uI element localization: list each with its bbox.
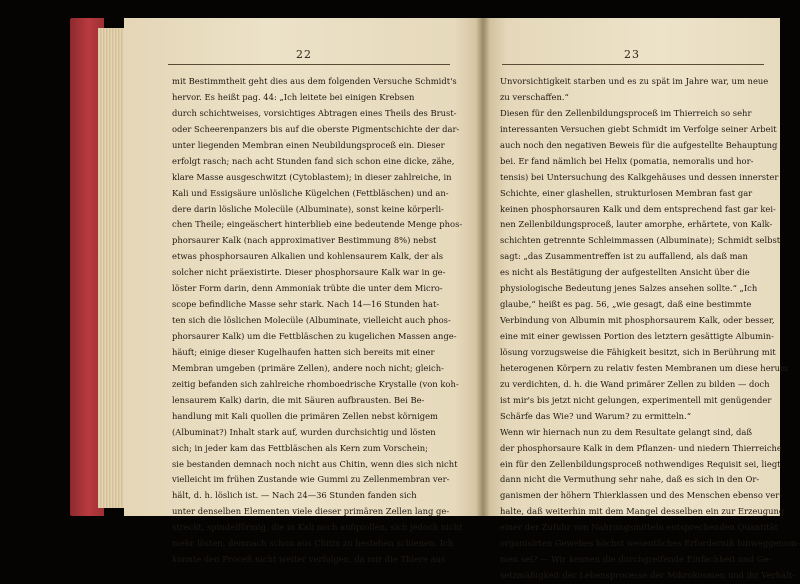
text-line: sich; in jeder kam das Fettbläschen als Kern zum Vorschein; (172, 442, 428, 453)
text-line: oder Scheerenpanzers bis auf die oberste Pigmentschichte der dar- (172, 123, 460, 134)
text-line: mit Bestimmtheit geht dies aus dem folgenden Versuche Schmidt's (172, 76, 457, 86)
text-line: Unvorsichtigkeit starben und es zu spät im Jahre war, um neue (500, 76, 769, 86)
text-line: mehr lösten, demnach schon aus Chitin zu bestehen schienen. Ich (172, 538, 454, 549)
text-line: ein für den Zellenbildungsproceß nothwendiges Requisit sei, liegt (500, 458, 781, 469)
text-line: unter liegenden Membran einen Neubildungsproceß ein. Dieser (172, 139, 445, 150)
text-line: physiologische Bedeutung jenes Salzes ansehen sollte.“ „Ich (500, 283, 758, 294)
text-line: löster Form darin, denn Ammoniak trübte die unter dem Micro- (172, 283, 443, 294)
text-line: dere darin lösliche Molecüle (Albuminate), sonst keine körperli- (172, 203, 444, 214)
text-line: setzmäßigkeit der Lebensprocesse der Mikrokosmen und ihr Verhält- (500, 570, 795, 581)
text-line: einer der Zufuhr von Nahrungsmitteln entsprechenden Quantität (500, 522, 778, 533)
text-line: Wenn wir hiernach nun zu dem Resultate gelangt sind, daß (500, 426, 752, 437)
text-line: sie bestanden demnach noch nicht aus Chitin, wenn dies sich nicht (172, 458, 458, 469)
text-line: dann nicht die Vermuthung sehr nahe, daß es sich in den Or- (500, 474, 760, 485)
text-line: Kali und Essigsäure unlösliche Kügelchen (Fettbläschen) und an- (172, 187, 449, 198)
text-line: handlung mit Kali quollen die primären Zellen nebst körnigem (172, 410, 439, 421)
left-page-text (172, 74, 463, 568)
text-line: Verbindung von Albumin mit phosphorsaurem Kalk, oder besser, (500, 315, 775, 326)
text-line: nen Zellenbildungsproceß, lauter amorphe, erhärtete, von Kalk- (500, 219, 773, 230)
text-line: etwas phosphorsauren Alkalien und kohlensaurem Kalk, der als (172, 251, 444, 262)
text-line: erfolgt rasch; nach acht Stunden fand sich schon eine dicke, zähe, (172, 155, 455, 166)
right-page (484, 18, 800, 581)
right-page-number: 23 (624, 48, 640, 61)
right-header-rule (502, 64, 764, 65)
text-line: heterogenen Körpern zu relativ festen Membranen um diese herum (500, 362, 789, 373)
text-line: auch noch den negativen Beweis für die aufgestellte Behauptung (500, 139, 778, 150)
right-page-text (500, 74, 800, 584)
text-line: hält, d. h. löslich ist. — Nach 24—36 Stunden fanden sich (172, 490, 417, 501)
text-line: hervor. Es heißt pag. 44: „Ich leitete bei einigen Krebsen (172, 91, 415, 102)
text-line: interessanten Versuchen giebt Schmidt im Verfolge seiner Arbeit (500, 123, 777, 134)
text-line: bei. Er fand nämlich bei Helix (pomatia, nemoralis und hor- (500, 155, 754, 166)
text-line: men sei? — Wir kennen die durchgreifende Einfachheit und Ge- (500, 554, 772, 565)
text-line: ganismen der höhern Thierklassen und des Menschen ebenso ver- (500, 490, 783, 501)
text-line: sagt: „das Zusammentreffen ist zu auffallend, als daß man (500, 251, 748, 262)
text-line: phorsaurer Kalk) um die Fettbläschen zu kugelichen Massen ange- (172, 331, 457, 341)
text-line: ten sich die löslichen Molecüle (Albuminate, vielleicht auch phos- (172, 315, 451, 326)
text-line: streckt, spindelförmig, die in Kali noch aufquollen, sich jedoch nicht (172, 522, 463, 533)
text-line: organisirten Gewebes höchst wesentliches Erforderniß hinweggenom- (500, 538, 800, 549)
text-line: zu verschaffen.“ (500, 91, 569, 102)
text-line: (Albuminat?) Inhalt stark auf, wurden durchsichtig und lösten (172, 426, 436, 437)
left-page (124, 18, 484, 565)
text-line: Schärfe das Wie? und Warum? zu ermitteln.“ (500, 410, 692, 421)
text-line: ist mir's bis jetzt nicht gelungen, experimentell mit genügender (500, 394, 772, 405)
open-book (70, 18, 800, 581)
text-line: der phosphorsaure Kalk in dem Pflanzen- und niedern Thierreiche (500, 442, 782, 453)
text-line: lösung vorzugsweise die Fähigkeit besitzt, sich in Berührung mit (500, 346, 776, 357)
text-line: eine mit einer gewissen Portion des letztern gesättigte Albumin- (500, 331, 774, 341)
text-line: halte, daß weiterhin mit dem Mangel desselben ein zur Erzeugung (500, 506, 785, 517)
text-line: chen Theile; eingeäschert hinterblieb eine bedeutende Menge phos- (172, 219, 463, 230)
text-line: scope befindliche Masse sehr stark. Nach 14—16 Stunden hat- (172, 299, 440, 310)
text-line: Diesen für den Zellenbildungsproceß im Thierreich so sehr (500, 107, 752, 118)
text-line: phorsaurer Kalk (nach approximativer Bestimmung 8%) nebst (172, 235, 437, 246)
text-line: zeitig befanden sich zahlreiche rhomboedrische Krystalle (von koh- (172, 378, 459, 389)
text-line: lensaurem Kalk) darin, die mit Säuren aufbrausten. Bei Be- (172, 394, 425, 405)
text-line: glaube,“ heißt es pag. 56, „wie gesagt, daß eine bestimmte (500, 299, 752, 310)
left-page-number: 22 (296, 48, 312, 61)
text-line: vielleicht im frühen Zustande wie Gummi zu Zellenmembran ver- (172, 474, 450, 485)
text-line: schichten getrennte Schleimmassen (Albuminate); Schmidt selbst (500, 235, 781, 246)
text-line: Membran umgeben (primäre Zellen), andere noch nicht; gleich- (172, 362, 444, 373)
text-line: zu verdichten, d. h. die Wand primärer Zellen zu bilden — doch (500, 378, 770, 389)
text-line: unter denselben Elementen viele dieser primären Zellen lang ge- (172, 506, 450, 517)
text-line: keinen phosphorsauren Kalk und dem entsprechend fast gar kei- (500, 203, 776, 214)
text-line: solcher nicht präexistirte. Dieser phosphorsaure Kalk war in ge- (172, 267, 446, 278)
text-line: klare Masse ausgeschwitzt (Cytoblastem); in dieser zahlreiche, in (172, 171, 452, 182)
text-line: tensis) bei Untersuchung des Kalkgehäuses und dessen innerster (500, 171, 779, 182)
text-line: durch schichtweises, vorsichtiges Abtragen eines Theils des Brust- (172, 107, 457, 118)
book-gutter (476, 18, 490, 516)
text-line: konnte den Proceß nicht weiter verfolgen, da mir die Thiere aus (172, 554, 446, 565)
page-edges (98, 28, 126, 508)
left-header-rule (168, 64, 450, 65)
text-line: Schichte, einer glashellen, strukturlosen Membran fast gar (500, 187, 753, 198)
text-line: es nicht als Bestätigung der aufgestellten Ansicht über die (500, 267, 750, 278)
text-line: häuft; einige dieser Kugelhaufen hatten sich bereits mit einer (172, 346, 435, 357)
